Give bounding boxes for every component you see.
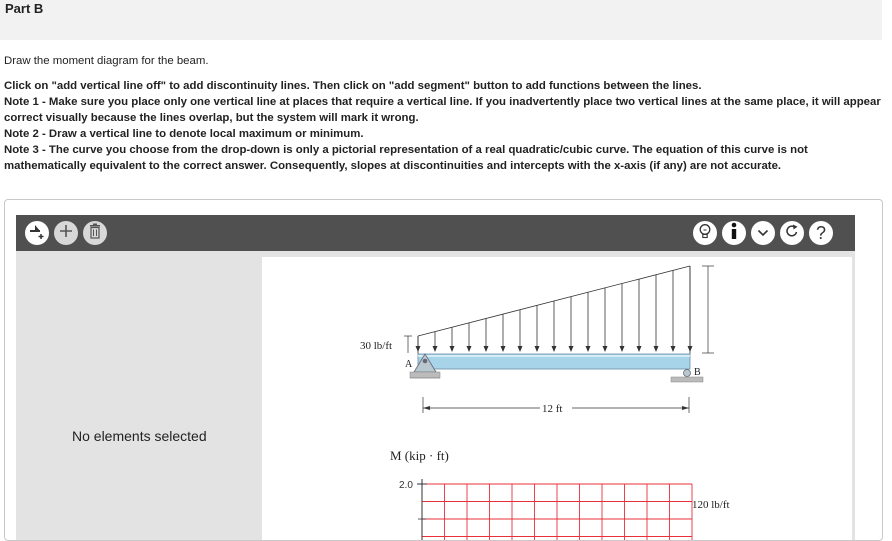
load-arrow-head: [603, 346, 608, 352]
load-arrow-head: [535, 346, 540, 352]
instruction-line: Click on "add vertical line off" to add discontinuity lines. Then click on "add segment" button to add functions between the lines.: [4, 80, 702, 92]
delete-icon: [88, 223, 102, 244]
drawing-canvas[interactable]: [262, 257, 852, 541]
add-segment-icon: [58, 223, 74, 244]
hint-icon: [697, 223, 713, 244]
load-arrow-head: [518, 346, 523, 352]
chevron-down-icon: [757, 224, 769, 242]
info-icon: [727, 222, 741, 245]
load-arrow-head: [688, 346, 693, 352]
load-arrow-head: [586, 346, 591, 352]
load-right-label: 120 lb/ft: [692, 499, 730, 511]
load-left-label: 30 lb/ft: [360, 340, 393, 352]
add-vertical-line-button[interactable]: [25, 221, 49, 245]
element-panel: [16, 251, 253, 541]
delete-button[interactable]: [83, 221, 107, 245]
load-arrows: [416, 266, 693, 352]
instruction-notes: [4, 78, 884, 174]
span-label: 12 ft: [542, 403, 563, 415]
hint-button[interactable]: [693, 221, 717, 245]
load-arrow-head: [450, 346, 455, 352]
add-segment-button[interactable]: [54, 221, 78, 245]
help-button[interactable]: [809, 221, 833, 245]
graph-ylabel: M (kip · ft): [390, 448, 449, 463]
load-arrow-head: [637, 346, 642, 352]
add-vertical-line-icon: [28, 222, 46, 245]
note-2: Note 2 - Draw a vertical line to denote local maximum or minimum.: [4, 128, 364, 140]
support-a-label: A: [405, 359, 413, 370]
dropdown-button[interactable]: [751, 221, 775, 245]
load-arrow-head: [552, 346, 557, 352]
load-arrow-head: [569, 346, 574, 352]
selection-status: No elements selected: [72, 428, 207, 444]
toolbar: [16, 215, 855, 251]
load-arrow-head: [671, 346, 676, 352]
load-arrow-head: [654, 346, 659, 352]
load-arrow-head: [433, 346, 438, 352]
reset-icon: [784, 223, 800, 244]
beam-figure-and-graph: [262, 257, 852, 541]
load-arrow-head: [467, 346, 472, 352]
note-1: Note 1 - Make sure you place only one vertical line at places that require a vertical line. If you inadvertently place two vertical lines at the same place, it will appear correct visually because the lines overlap, but the system will mark it wrong.: [4, 96, 881, 124]
drawing-widget: [4, 199, 883, 541]
instruction-prompt: Draw the moment diagram for the beam.: [4, 55, 209, 67]
note-3: Note 3 - The curve you choose from the drop-down is only a pictorial representation of a real quadratic/cubic curve. The equation of this curve is not mathematically equivalent to the correct answer. Consequently, slopes at discontinuities and intercepts with the x-axis (if any) are not accurate.: [4, 144, 808, 172]
part-header: [0, 0, 882, 40]
graph-grid: [422, 484, 692, 541]
load-arrow-head: [620, 346, 625, 352]
part-title: Part B: [5, 1, 44, 16]
support-b-label: B: [694, 367, 701, 378]
help-icon: ?: [815, 222, 826, 243]
load-arrow-head: [501, 346, 506, 352]
info-button[interactable]: [722, 221, 746, 245]
load-arrow-head: [416, 346, 421, 352]
reset-button[interactable]: [780, 221, 804, 245]
load-arrow-head: [484, 346, 489, 352]
graph-y-tick-top: 2.0: [399, 480, 413, 491]
